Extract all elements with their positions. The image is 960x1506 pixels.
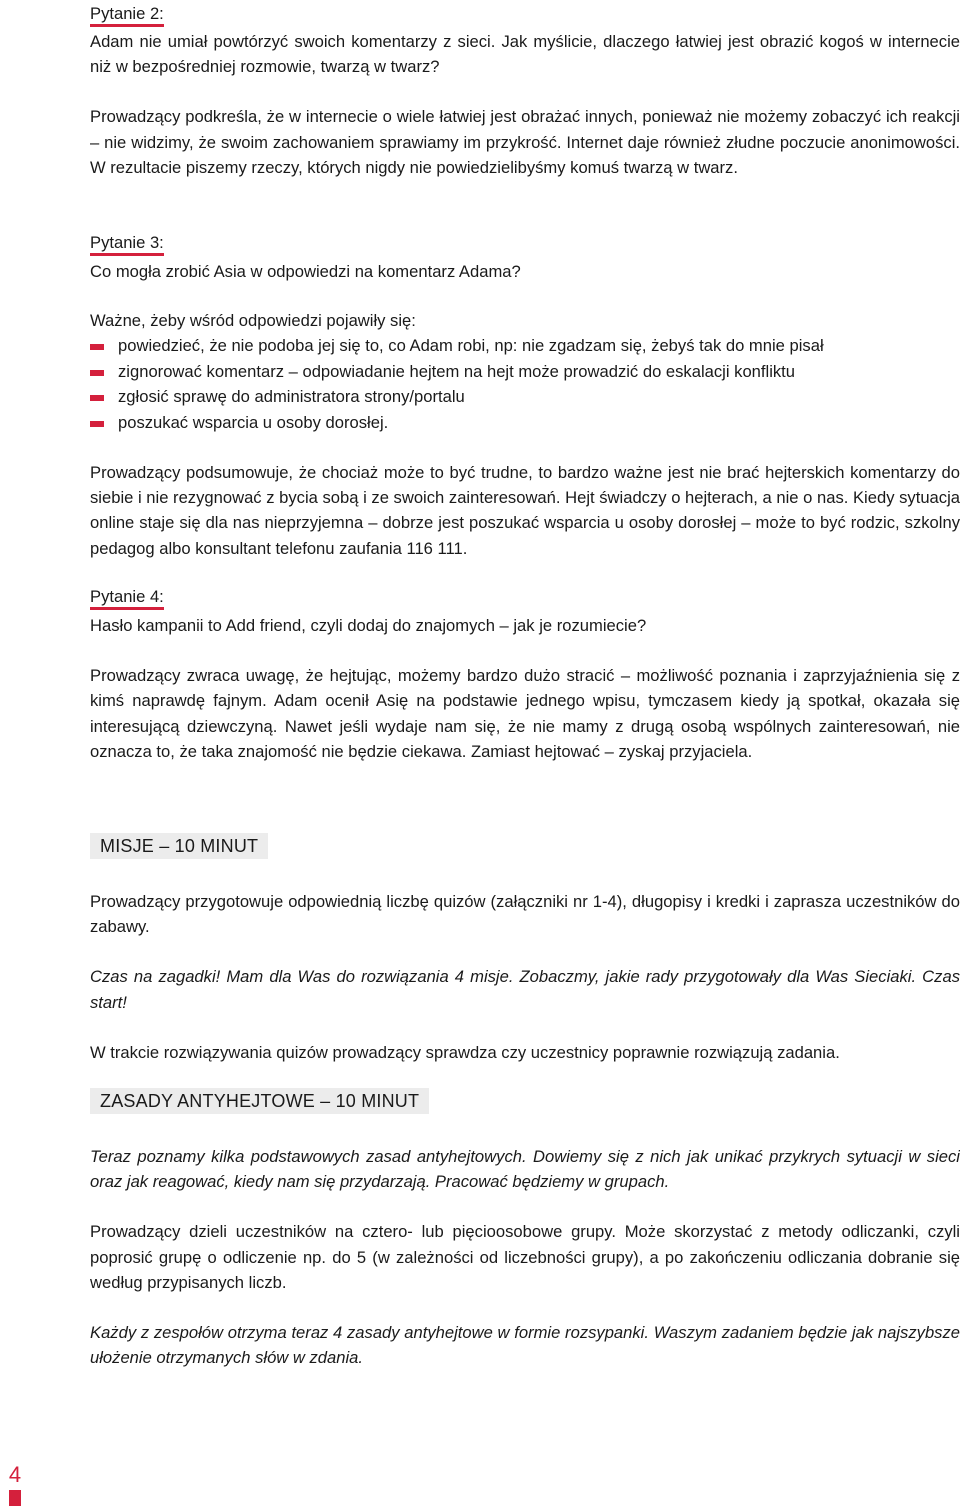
bullet-dash-icon	[90, 395, 104, 401]
question-2-block	[90, 0, 960, 180]
question-3-heading: Pytanie 3:	[90, 233, 164, 256]
zasady-paragraph-3: Każdy z zespołów otrzyma teraz 4 zasady antyhejtowe w formie rozsypanki. Waszym zadaniem będzie jak najszybsze ułożenie otrzymanych słów w zdania.	[90, 1323, 960, 1368]
bullet-dash-icon	[90, 370, 104, 376]
question-3-summary: Prowadzący podsumowuje, że chociaż może to być trudne, to bardzo ważne jest nie brać hejterskich komentarzy do siebie i nie rezygnować z bycia sobą i ze swoich zainteresowań. Hejt świadczy o hejterach, a nie o nas. Kiedy sytuacja online staje się dla nas nieprzyjemna – dobrze jest poszukać wsparcia u osoby dorosłej – może to być rodzic, szkolny pedagog albo konsultant telefonu zaufania 116 111.	[90, 463, 960, 558]
question-4-heading: Pytanie 4:	[90, 587, 164, 610]
page-marker-bar	[9, 1490, 21, 1506]
misje-paragraph-1: Prowadzący przygotowuje odpowiednią liczbę quizów (załączniki nr 1-4), długopisy i kredki i zaprasza uczestników do zabawy.	[90, 892, 960, 937]
bullet-dash-icon	[90, 421, 104, 427]
list-item: powiedzieć, że nie podoba jej się to, co Adam robi, np: nie zgadzam się, żebyś tak do mnie pisał	[90, 333, 960, 358]
list-item: zgłosić sprawę do administratora strony/portalu	[90, 384, 960, 409]
list-item: zignorować komentarz – odpowiadanie hejtem na hejt może prowadzić do eskalacji konfliktu	[90, 359, 960, 384]
answer-list	[90, 333, 960, 435]
question-4-text: Hasło kampanii to Add friend, czyli dodaj do znajomych – jak je rozumiecie?	[90, 616, 647, 635]
misje-section	[90, 833, 960, 1065]
section-title-zasady: ZASADY ANTYHEJTOWE – 10 MINUT	[90, 1088, 429, 1114]
question-4-answer: Prowadzący zwraca uwagę, że hejtując, możemy bardzo dużo stracić – możliwość poznania i zaprzyjaźnienia się z kimś naprawdę fajnym. Adam ocenił Asię na podstawie jednego wpisu, tymczasem kiedy ją spotkał, okazała się interesującą dziewczyną. Nawet jeśli wydaje nam się, że nie mamy z drugą osobą wspólnych zainteresowań, nie oznacza to, że taka znajomość nie będzie ciekawa. Zamiast hejtować – zyskaj przyjaciela.	[90, 666, 960, 761]
misje-paragraph-3: W trakcie rozwiązywania quizów prowadzący sprawdza czy uczestnicy poprawnie rozwiązują zadania.	[90, 1042, 840, 1062]
question-4-block	[90, 587, 960, 764]
page-number: 4	[8, 1462, 22, 1487]
section-title-misje: MISJE – 10 MINUT	[90, 833, 268, 859]
zasady-section	[90, 1088, 960, 1370]
question-3-block	[90, 233, 960, 561]
question-3-text: Co mogła zrobić Asia w odpowiedzi na komentarz Adama?	[90, 262, 521, 281]
bullet-dash-icon	[90, 344, 104, 350]
misje-paragraph-2: Czas na zagadki! Mam dla Was do rozwiązania 4 misje. Zobaczmy, jakie rady przygotowały dla Was Sieciaki. Czas start!	[90, 967, 960, 1012]
question-3-intro: Ważne, żeby wśród odpowiedzi pojawiły się:	[90, 311, 416, 331]
list-item: poszukać wsparcia u osoby dorosłej.	[90, 410, 960, 435]
zasady-paragraph-2: Prowadzący dzieli uczestników na cztero- lub pięcioosobowe grupy. Może skorzystać z metody odliczanki, czyli poprosić grupę o odliczenie np. do 5 (w zależności od liczebności grupy), a po zakończeniu odliczania dobranie się według przypisanych liczb.	[90, 1222, 960, 1292]
question-2-heading: Pytanie 2:	[90, 4, 164, 27]
question-2-answer: Prowadzący podkreśla, że w internecie o wiele łatwiej jest obrażać innych, ponieważ nie możemy zobaczyć ich reakcji – nie widzimy, że swoim zachowaniem sprawiamy im przykrość. Internet daje również złudne poczucie anonimowości. W rezultacie piszemy rzeczy, których nigdy nie powiedzielibyśmy komuś twarzą w twarz.	[90, 107, 960, 177]
zasady-paragraph-1: Teraz poznamy kilka podstawowych zasad antyhejtowych. Dowiemy się z nich jak unikać przykrych sytuacji w sieci oraz jak reagować, kiedy nam się przydarzają. Pracować będziemy w grupach.	[90, 1147, 960, 1192]
question-2-text: Adam nie umiał powtórzyć swoich komentarzy z sieci. Jak myślicie, dlaczego łatwiej jest obrazić kogoś w internecie niż w bezpośredniej rozmowie, twarzą w twarz?	[90, 32, 960, 77]
